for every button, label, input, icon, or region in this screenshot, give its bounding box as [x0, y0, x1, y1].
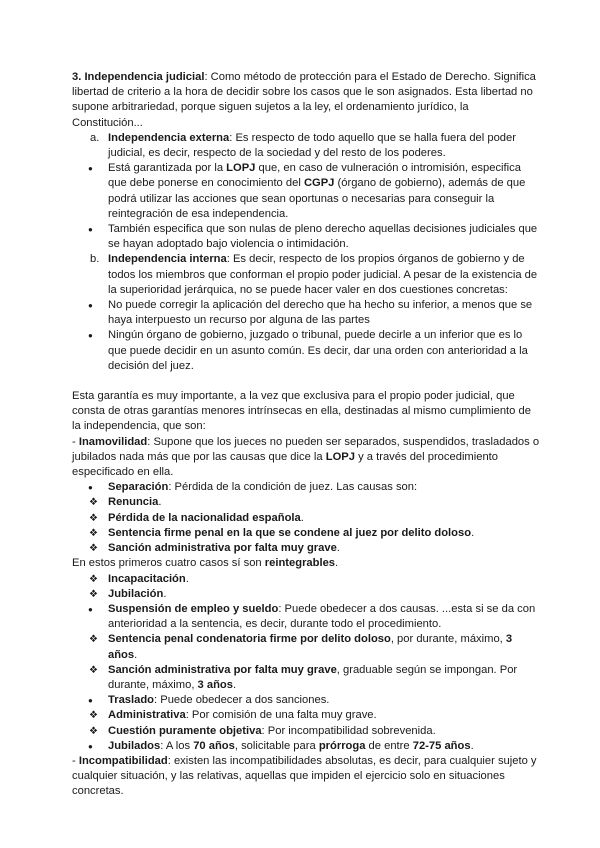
cause-label: Incapacitación: [108, 572, 186, 585]
diamond-item: [72, 511, 542, 526]
text-span: Ningún órgano de gobierno, juzgado o tribunal, puede decirle a un inferior que es lo que puede decidir en un asunto común. Es decir, dar una orden con anterioridad a la decisión del juez.: [108, 329, 528, 372]
incompatibilidad-title: Incompatibilidad: [78, 754, 168, 767]
diamond-item: [72, 572, 542, 587]
cause-label: Renuncia: [108, 496, 159, 509]
cause-label: Jubilación: [108, 587, 164, 600]
cause-label: Cuestión puramente objetiva: [108, 724, 262, 737]
reintegrables-term: reintegrables: [264, 557, 336, 570]
text-span: .: [134, 648, 138, 661]
internal-independence-text: : Es decir, respecto de los propios órganos de gobierno y de todos los miembros que conforman el propio poder judicial. A pesar de la existencia de la superioridad jerárquica, no se puede hacer valer en dos cuestiones concretas:: [108, 253, 538, 296]
external-independence-title: Independencia externa: [108, 131, 230, 144]
text-span: : A los: [160, 739, 194, 752]
cause-label: Sentencia firme penal en la que se condene al juez por delito doloso: [108, 526, 472, 539]
text-span: También especifica que son nulas de pleno derecho aquellas decisiones judiciales que se hayan adoptado bajo violencia o intimidación.: [108, 223, 538, 251]
text-span: .: [163, 587, 167, 600]
text-span: , por durante, máximo,: [390, 633, 506, 646]
separacion-causes: [72, 495, 542, 556]
section-heading-paragraph: [72, 70, 542, 131]
text-span: .: [300, 511, 304, 524]
diamond-item: [72, 587, 542, 602]
age-term: 70 años: [193, 739, 235, 752]
list-item-b: [72, 252, 542, 298]
traslado-title: Traslado: [108, 694, 155, 707]
lopj-term: LOPJ: [325, 450, 355, 463]
cause-label: Pérdida de la nacionalidad española: [108, 511, 301, 524]
text-span: : Supone que los jueces no pueden ser separados, suspendidos, trasladados o jubilados nada más que por las causas que dice la: [72, 435, 540, 463]
text-span: : Por comisión de una falta muy grave.: [185, 709, 377, 722]
internal-independence-title: Independencia interna: [108, 253, 227, 266]
bullet-icon: [88, 739, 106, 754]
diamond-bullet-icon: ❖: [89, 543, 98, 555]
diamond-item: [72, 495, 542, 510]
traslado-item: [72, 693, 542, 708]
text-span: de entre: [365, 739, 413, 752]
cause-label: Sentencia penal condenatoria firme por delito doloso: [108, 633, 391, 646]
bullet-icon: [88, 602, 106, 617]
text-span: .: [335, 557, 339, 570]
diamond-bullet-icon: ❖: [89, 512, 98, 524]
cgpj-term: CGPJ: [303, 177, 335, 190]
text-span: y a través del procedimiento especificado en ella.: [72, 450, 499, 479]
bullet-item: [72, 161, 542, 222]
inamovilidad-paragraph: [72, 435, 542, 481]
text-span: .: [336, 542, 340, 555]
text-span: : Puede obedecer a dos sanciones.: [154, 694, 330, 707]
guarantee-paragraph: Esta garantía es muy importante, a la vez que exclusiva para el propio poder judicial, que consta de otras garantías menores intrínsecas en ella, destinadas al mismo cumplimiento de la independencia, que son:: [72, 390, 531, 433]
cause-label: Sanción administrativa por falta muy grave: [108, 542, 337, 555]
text-span: , graduable según se impongan. Por durante, máximo,: [108, 663, 518, 691]
jubilados-title: Jubilados: [108, 739, 161, 752]
cause-label: Administrativa: [108, 709, 186, 722]
diamond-item: [72, 526, 542, 541]
paragraph-gap: [72, 374, 542, 389]
bullet-icon: [88, 693, 106, 708]
bullet-icon: [88, 480, 106, 495]
text-span: : existen las incompatibilidades absolutas, es decir, para cualquier sujeto y cualquier situación, y las relativas, aquellas que impiden el ejercicio solo en situaciones concretas.: [72, 754, 537, 798]
reintegrables-line: [72, 556, 542, 571]
bullet-icon: [88, 161, 106, 176]
external-independence-text: : Es respecto de todo aquello que se halla fuera del poder judicial, es decir, respecto de la sociedad y del resto de los poderes.: [108, 131, 516, 160]
bullet-item: [72, 298, 542, 328]
diamond-bullet-icon: ❖: [89, 710, 98, 722]
section-title: Independencia judicial: [84, 71, 205, 83]
text-span: .: [158, 496, 162, 509]
incompatibilidad-paragraph: [72, 754, 542, 800]
duration-term: 3 años: [108, 633, 513, 661]
text-span: que, en caso de vulneración o intromisión, especifica que debe ponerse en conocimiento del: [108, 162, 521, 190]
duration-term: 3 años: [197, 678, 233, 691]
diamond-bullet-icon: ❖: [89, 664, 98, 676]
text-span: .: [185, 572, 189, 585]
diamond-bullet-icon: ❖: [89, 573, 98, 585]
text-span: (órgano de gobierno), además de que podrá utilizar las acciones que sean oportunas o necesarias para conseguir la reintegración de esa independencia.: [108, 177, 526, 220]
jubilados-item: [72, 739, 542, 754]
text-span: , solicitable para: [234, 739, 319, 752]
bullet-item: [72, 222, 542, 252]
text-span: En estos primeros cuatro casos sí son: [72, 557, 265, 570]
bullet-icon: [88, 298, 106, 313]
diamond-item: [72, 708, 542, 723]
cause-label: Sanción administrativa por falta muy grave: [108, 663, 337, 676]
diamond-bullet-icon: ❖: [89, 588, 98, 600]
age-range-term: 72-75 años: [412, 739, 471, 752]
prorroga-term: prórroga: [318, 739, 366, 752]
dash-marker: -: [72, 754, 79, 767]
separacion-title: Separación: [108, 481, 169, 494]
text-span: .: [471, 526, 475, 539]
text-span: Está garantizada por la: [108, 162, 227, 175]
diamond-bullet-icon: ❖: [89, 527, 98, 539]
list-marker-b: b.: [90, 253, 100, 266]
bullet-icon: [88, 222, 106, 237]
text-span: : Pérdida de la condición de juez. Las causas son:: [168, 481, 418, 494]
diamond-bullet-icon: ❖: [89, 725, 98, 737]
suspension-item: [72, 602, 542, 632]
separacion-item: [72, 480, 542, 495]
text-span: .: [233, 678, 237, 691]
diamond-item: [72, 541, 542, 556]
diamond-item: [72, 663, 542, 693]
text-span: .: [470, 739, 474, 752]
section-intro: : Como método de protección para el Estado de Derecho. Significa libertad de criterio a la hora de decidir sobre los casos que le son asignados. Esta libertad no supone arbitrariedad, porque siguen sujetos a la ley, el ordenamiento jurídico, la Constitución...: [72, 71, 536, 129]
suspension-title: Suspensión de empleo y sueldo: [108, 602, 279, 615]
diamond-bullet-icon: ❖: [89, 634, 98, 646]
dash-marker: -: [72, 435, 79, 448]
diamond-item: [72, 724, 542, 739]
bullet-icon: [88, 328, 106, 343]
section-number: 3.: [72, 71, 82, 83]
text-span: No puede corregir la aplicación del derecho que ha hecho su inferior, a menos que se haya interpuesto un recurso por alguna de las partes: [108, 299, 533, 327]
text-span: : Por incompatibilidad sobrevenida.: [261, 724, 436, 737]
text-span: : Puede obedecer a dos causas. ...esta si se da con anterioridad a la sentencia, es decir, durante todo el procedimiento.: [108, 602, 536, 631]
list-item-a: [72, 131, 542, 161]
diamond-bullet-icon: ❖: [89, 497, 98, 509]
diamond-item: [72, 632, 542, 662]
bullet-item: [72, 328, 542, 374]
inamovilidad-title: Inamovilidad: [78, 435, 148, 448]
lopj-term: LOPJ: [226, 162, 256, 175]
list-marker-a: a.: [90, 131, 100, 144]
